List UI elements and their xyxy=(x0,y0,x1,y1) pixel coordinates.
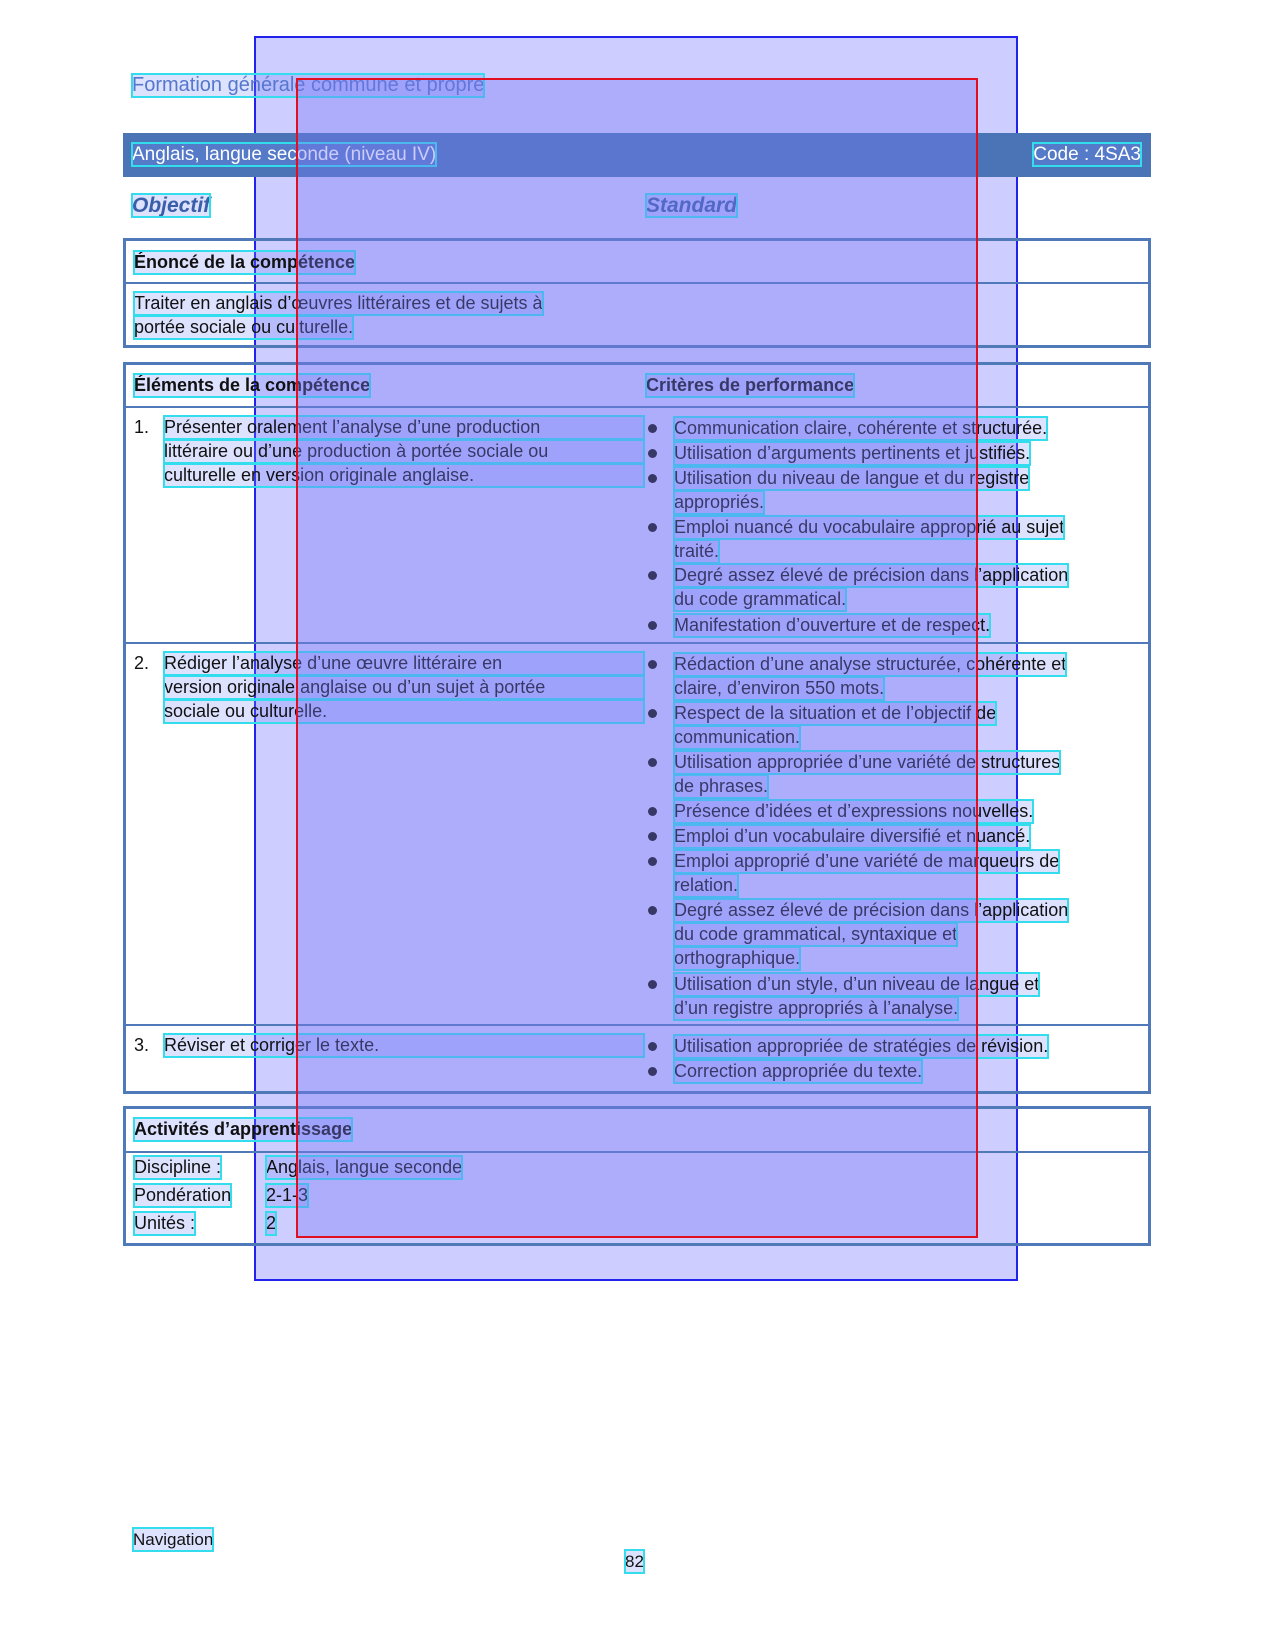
page-number: 82 xyxy=(625,1552,644,1571)
criterion-1-2: Utilisation d’arguments pertinents et justifiés. xyxy=(674,443,1031,463)
criterion-2-4: Présence d’idées et d’expressions nouvelles. xyxy=(674,801,1034,821)
navigation-link[interactable]: Navigation xyxy=(133,1530,214,1549)
unites-label: Unités : xyxy=(134,1213,196,1233)
criterion-1-6: Manifestation d’ouverture et de respect. xyxy=(674,615,991,635)
criterion-2-3: Utilisation appropriée d’une variété de structures xyxy=(674,752,1061,772)
criterion-2-7-cont: du code grammatical, syntaxique et xyxy=(674,924,958,944)
element-2-line: sociale ou culturelle. xyxy=(164,700,644,723)
criterion-2-6: Emploi approprié d’une variété de marqueurs de xyxy=(674,851,1060,871)
standard-heading: Standard xyxy=(646,194,738,217)
criterion-2-8: Utilisation d’un style, d’un niveau de langue et xyxy=(674,974,1040,994)
selection-overlay-inner xyxy=(296,78,978,1238)
criterion-2-7: Degré assez élevé de précision dans l’application xyxy=(674,900,1069,920)
criteres-heading: Critères de performance xyxy=(646,375,855,395)
criterion-2-1: Rédaction d’une analyse structurée, cohérente et xyxy=(674,654,1067,674)
criterion-1-5-cont: du code grammatical. xyxy=(674,589,847,609)
element-1-line: culturelle en version originale anglaise. xyxy=(164,464,644,487)
criterion-2-3-cont: de phrases. xyxy=(674,776,769,796)
criterion-2-7-cont: orthographique. xyxy=(674,948,801,968)
element-1-line: littéraire ou d’une production à portée sociale ou xyxy=(164,440,644,463)
criterion-1-1: Communication claire, cohérente et structurée. xyxy=(674,418,1048,438)
activites-heading: Activités d’apprentissage xyxy=(134,1119,353,1139)
criterion-2-2: Respect de la situation et de l’objectif de xyxy=(674,703,997,723)
enonce-line2: portée sociale ou culturelle. xyxy=(134,317,354,337)
criterion-2-6-cont: relation. xyxy=(674,875,739,895)
criterion-3-1: Utilisation appropriée de stratégies de révision. xyxy=(674,1036,1049,1056)
element-1-line: Présenter oralement l’analyse d’une production xyxy=(164,416,644,439)
criterion-2-1-cont: claire, d’environ 550 mots. xyxy=(674,678,885,698)
criterion-1-4: Emploi nuancé du vocabulaire approprié au sujet xyxy=(674,517,1065,537)
criterion-1-3-cont: appropriés. xyxy=(674,492,765,512)
discipline-value: Anglais, langue seconde xyxy=(266,1157,463,1177)
element-2-number: 2. xyxy=(134,653,150,673)
enonce-line1: Traiter en anglais d’œuvres littéraires et de sujets à xyxy=(134,293,543,313)
element-3-line: Réviser et corriger le texte. xyxy=(164,1034,644,1057)
element-1-number: 1. xyxy=(134,417,150,437)
enonce-heading: Énoncé de la compétence xyxy=(134,252,356,272)
element-3-number: 3. xyxy=(134,1035,150,1055)
criterion-2-2-cont: communication. xyxy=(674,727,801,747)
criterion-3-2: Correction appropriée du texte. xyxy=(674,1061,923,1081)
criterion-2-8-cont: d’un registre appropriés à l’analyse. xyxy=(674,998,959,1018)
element-2-line: Rédiger l’analyse d’une œuvre littéraire en xyxy=(164,652,644,675)
top-title: Formation générale commune et propre xyxy=(132,74,485,96)
ponderation-value: 2-1-3 xyxy=(266,1185,309,1205)
criterion-1-4-cont: traité. xyxy=(674,541,720,561)
criterion-1-5: Degré assez élevé de précision dans l’application xyxy=(674,565,1069,585)
discipline-label: Discipline : xyxy=(134,1157,222,1177)
objectif-heading: Objectif xyxy=(132,194,211,217)
criterion-1-3: Utilisation du niveau de langue et du registre xyxy=(674,468,1030,488)
course-code: Code : 4SA3 xyxy=(1033,144,1141,165)
course-title: Anglais, langue seconde (niveau IV) xyxy=(132,144,437,165)
element-2-line: version originale anglaise ou d’un sujet à portée xyxy=(164,676,644,699)
criterion-2-5: Emploi d’un vocabulaire diversifié et nuancé. xyxy=(674,826,1031,846)
ponderation-label: Pondération xyxy=(134,1185,232,1205)
unites-value: 2 xyxy=(266,1213,277,1233)
elements-heading: Éléments de la compétence xyxy=(134,375,371,395)
